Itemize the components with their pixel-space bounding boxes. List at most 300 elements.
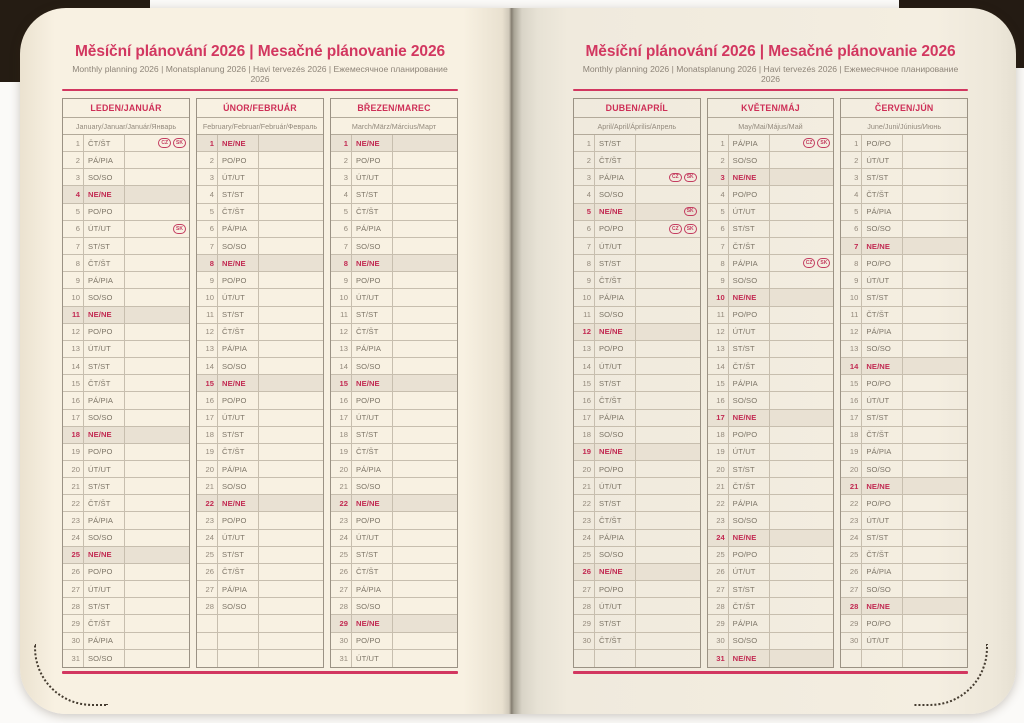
- day-name: ÚT/UT: [84, 221, 125, 237]
- day-name: ST/ST: [862, 410, 903, 426]
- day-number: 10: [63, 289, 84, 305]
- day-name: PO/PO: [218, 512, 259, 528]
- day-name: PO/PO: [729, 307, 770, 323]
- day-number: 14: [841, 358, 862, 374]
- day-number: 19: [708, 444, 729, 460]
- day-number: 7: [63, 238, 84, 254]
- day-row: [63, 169, 189, 186]
- notes-cell: [770, 650, 834, 667]
- notes-cell: [636, 307, 700, 323]
- day-name: ST/ST: [595, 135, 636, 151]
- notes-cell: [903, 495, 967, 511]
- day-number: 24: [574, 530, 595, 546]
- day-number: 5: [63, 204, 84, 220]
- day-number: 10: [331, 289, 352, 305]
- notes-cell: [636, 289, 700, 305]
- day-name: PO/PO: [218, 392, 259, 408]
- day-name: ÚT/UT: [595, 598, 636, 614]
- notes-cell: [770, 358, 834, 374]
- day-row: [574, 324, 700, 341]
- day-name: [218, 650, 259, 667]
- notes-cell: [393, 221, 457, 237]
- day-name: ÚT/UT: [862, 272, 903, 288]
- day-number: 30: [841, 633, 862, 649]
- day-row: [197, 289, 323, 306]
- day-name: PO/PO: [862, 495, 903, 511]
- notes-cell: [903, 375, 967, 391]
- day-name: ÚT/UT: [862, 512, 903, 528]
- day-number: 25: [841, 547, 862, 563]
- day-row: [574, 238, 700, 255]
- day-number: 13: [331, 341, 352, 357]
- notes-cell: [770, 135, 834, 151]
- day-number: 6: [331, 221, 352, 237]
- notes-cell: [393, 633, 457, 649]
- day-name: PÁ/PIA: [218, 461, 259, 477]
- day-name: PÁ/PIA: [862, 444, 903, 460]
- notes-cell: [393, 530, 457, 546]
- empty-row: [197, 615, 323, 632]
- notes-cell: [125, 238, 189, 254]
- notes-cell: [636, 186, 700, 202]
- day-row: [331, 135, 457, 152]
- day-number: 12: [708, 324, 729, 340]
- notes-cell: [636, 461, 700, 477]
- day-row: [197, 307, 323, 324]
- day-name: NE/NE: [729, 530, 770, 546]
- day-number: 22: [574, 495, 595, 511]
- notes-cell: [770, 169, 834, 185]
- day-row: [708, 186, 834, 203]
- day-row: [63, 444, 189, 461]
- day-row: [331, 598, 457, 615]
- notes-cell: [259, 186, 323, 202]
- day-row: [708, 255, 834, 272]
- day-row: [197, 581, 323, 598]
- day-row: [331, 530, 457, 547]
- day-row: [197, 169, 323, 186]
- notes-cell: [125, 598, 189, 614]
- day-number: 7: [197, 238, 218, 254]
- notes-cell: [636, 152, 700, 168]
- day-number: 12: [841, 324, 862, 340]
- day-number: 18: [841, 427, 862, 443]
- day-row: [197, 272, 323, 289]
- day-name: PÁ/PIA: [84, 272, 125, 288]
- day-name: SO/SO: [218, 358, 259, 374]
- notes-cell: [125, 650, 189, 667]
- day-number: 20: [331, 461, 352, 477]
- day-row: [708, 564, 834, 581]
- notes-cell: [125, 410, 189, 426]
- day-number: 29: [331, 615, 352, 631]
- notes-cell: [259, 324, 323, 340]
- day-name: ÚT/UT: [862, 392, 903, 408]
- day-row: [708, 204, 834, 221]
- day-number: 30: [574, 633, 595, 649]
- notes-cell: [770, 272, 834, 288]
- day-row: [841, 169, 967, 186]
- day-row: [63, 307, 189, 324]
- day-row: [331, 341, 457, 358]
- day-number: 11: [197, 307, 218, 323]
- notes-cell: [125, 530, 189, 546]
- day-number: 10: [841, 289, 862, 305]
- day-row: [63, 512, 189, 529]
- day-number: 4: [197, 186, 218, 202]
- day-row: [708, 633, 834, 650]
- day-row: [331, 615, 457, 632]
- day-name: SO/SO: [862, 341, 903, 357]
- day-number: 13: [63, 341, 84, 357]
- notes-cell: [125, 221, 189, 237]
- day-row: [708, 375, 834, 392]
- day-row: [331, 324, 457, 341]
- day-name: PÁ/PIA: [595, 530, 636, 546]
- day-row: [197, 444, 323, 461]
- day-row: [841, 375, 967, 392]
- month-name: KVĚTEN/MÁJ: [708, 99, 834, 118]
- day-name: ČT/ŠT: [862, 427, 903, 443]
- day-number: 17: [197, 410, 218, 426]
- day-name: PÁ/PIA: [862, 564, 903, 580]
- holiday-badge-sk: SK: [817, 138, 830, 148]
- day-row: [63, 221, 189, 238]
- day-name: SO/SO: [862, 461, 903, 477]
- day-name: PO/PO: [352, 152, 393, 168]
- day-number: 16: [331, 392, 352, 408]
- notes-cell: [770, 633, 834, 649]
- day-row: [708, 495, 834, 512]
- day-name: NE/NE: [729, 650, 770, 667]
- notes-cell: [636, 255, 700, 271]
- day-number: 24: [708, 530, 729, 546]
- day-row: [574, 135, 700, 152]
- day-row: [331, 633, 457, 650]
- day-name: SO/SO: [84, 169, 125, 185]
- page-left: [62, 42, 458, 674]
- notes-cell: [636, 478, 700, 494]
- day-name: PÁ/PIA: [218, 581, 259, 597]
- notes-cell: [125, 512, 189, 528]
- day-number: [841, 650, 862, 667]
- day-row: [574, 598, 700, 615]
- day-name: ČT/ŠT: [595, 272, 636, 288]
- day-number: 6: [197, 221, 218, 237]
- day-number: 20: [841, 461, 862, 477]
- day-number: 18: [63, 427, 84, 443]
- day-number: 3: [574, 169, 595, 185]
- notes-cell: [770, 495, 834, 511]
- day-row: [841, 392, 967, 409]
- notes-cell: [393, 392, 457, 408]
- day-name: ST/ST: [595, 375, 636, 391]
- notes-cell: [393, 581, 457, 597]
- day-name: ČT/ŠT: [218, 204, 259, 220]
- day-name: ČT/ŠT: [352, 444, 393, 460]
- day-name: SO/SO: [84, 650, 125, 667]
- day-number: 25: [708, 547, 729, 563]
- notes-cell: [636, 633, 700, 649]
- day-name: ST/ST: [595, 615, 636, 631]
- day-name: PO/PO: [595, 221, 636, 237]
- day-name: NE/NE: [218, 255, 259, 271]
- day-number: 9: [63, 272, 84, 288]
- notes-cell: [903, 478, 967, 494]
- day-row: [841, 324, 967, 341]
- day-number: 7: [841, 238, 862, 254]
- day-number: 14: [574, 358, 595, 374]
- day-name: ČT/ŠT: [729, 478, 770, 494]
- notes-cell: [259, 375, 323, 391]
- notes-cell: [259, 152, 323, 168]
- month-subtitle: February/Februar/Február/Февраль: [197, 118, 323, 135]
- notes-cell: [903, 324, 967, 340]
- day-name: NE/NE: [352, 495, 393, 511]
- day-name: ST/ST: [729, 221, 770, 237]
- day-row: [708, 238, 834, 255]
- month-name: DUBEN/APRÍL: [574, 99, 700, 118]
- day-name: NE/NE: [595, 444, 636, 460]
- title-rule: [62, 89, 458, 91]
- day-number: 7: [574, 238, 595, 254]
- day-row: [574, 392, 700, 409]
- day-number: 1: [841, 135, 862, 151]
- day-number: 28: [197, 598, 218, 614]
- day-name: ST/ST: [595, 495, 636, 511]
- bottom-rule: [573, 671, 968, 674]
- month-subtitle: May/Mai/Május/Май: [708, 118, 834, 135]
- day-row: [331, 410, 457, 427]
- day-number: 15: [331, 375, 352, 391]
- day-name: ST/ST: [352, 427, 393, 443]
- day-row: [331, 272, 457, 289]
- day-name: ČT/ŠT: [84, 495, 125, 511]
- day-number: 27: [197, 581, 218, 597]
- day-name: ČT/ŠT: [84, 375, 125, 391]
- day-row: [197, 495, 323, 512]
- holiday-badge-sk: SK: [173, 138, 186, 148]
- day-row: [841, 204, 967, 221]
- notes-cell: [259, 341, 323, 357]
- notes-cell: [125, 375, 189, 391]
- notes-cell: [636, 238, 700, 254]
- holiday-badge-sk: SK: [684, 224, 697, 234]
- day-number: 18: [574, 427, 595, 443]
- day-number: 4: [63, 186, 84, 202]
- notes-cell: [903, 410, 967, 426]
- notes-cell: [903, 152, 967, 168]
- day-number: 8: [197, 255, 218, 271]
- day-number: 12: [574, 324, 595, 340]
- notes-cell: [770, 512, 834, 528]
- day-row: [841, 152, 967, 169]
- day-name: SO/SO: [729, 272, 770, 288]
- months-row: [573, 98, 968, 668]
- day-row: [708, 478, 834, 495]
- day-number: 19: [331, 444, 352, 460]
- day-number: 22: [708, 495, 729, 511]
- day-name: ČT/ŠT: [729, 238, 770, 254]
- day-row: [197, 186, 323, 203]
- day-row: [708, 341, 834, 358]
- day-number: 27: [331, 581, 352, 597]
- day-name: [595, 650, 636, 667]
- day-row: [331, 186, 457, 203]
- day-number: 7: [331, 238, 352, 254]
- notes-cell: [770, 478, 834, 494]
- day-number: 27: [708, 581, 729, 597]
- day-number: 4: [574, 186, 595, 202]
- day-name: [862, 650, 903, 667]
- holiday-badge-sk: SK: [817, 258, 830, 268]
- day-row: [841, 633, 967, 650]
- month-table: [707, 98, 835, 668]
- day-name: SO/SO: [729, 152, 770, 168]
- day-name: ST/ST: [352, 307, 393, 323]
- day-number: 23: [841, 512, 862, 528]
- day-row: [197, 547, 323, 564]
- day-name: ČT/ŠT: [862, 186, 903, 202]
- notes-cell: [393, 272, 457, 288]
- day-name: NE/NE: [218, 495, 259, 511]
- day-row: [331, 204, 457, 221]
- day-row: [574, 633, 700, 650]
- day-name: ČT/ŠT: [218, 564, 259, 580]
- notes-cell: [259, 289, 323, 305]
- day-row: [331, 427, 457, 444]
- notes-cell: [770, 581, 834, 597]
- day-row: [841, 512, 967, 529]
- notes-cell: [903, 581, 967, 597]
- notes-cell: [636, 581, 700, 597]
- day-number: 25: [63, 547, 84, 563]
- day-number: 6: [574, 221, 595, 237]
- day-name: SO/SO: [595, 307, 636, 323]
- day-name: PÁ/PIA: [729, 135, 770, 151]
- day-number: 23: [574, 512, 595, 528]
- holiday-badge-sk: SK: [173, 224, 186, 234]
- day-name: PO/PO: [862, 255, 903, 271]
- notes-cell: [903, 341, 967, 357]
- day-number: 12: [63, 324, 84, 340]
- day-row: [63, 324, 189, 341]
- day-number: 8: [841, 255, 862, 271]
- holiday-badge-cz: CZ: [158, 138, 171, 148]
- notes-cell: [903, 461, 967, 477]
- notes-cell: [393, 410, 457, 426]
- day-name: NE/NE: [352, 375, 393, 391]
- day-name: ČT/ŠT: [352, 324, 393, 340]
- day-number: 29: [574, 615, 595, 631]
- day-row: [574, 615, 700, 632]
- day-name: ÚT/UT: [218, 530, 259, 546]
- notes-cell: [636, 495, 700, 511]
- day-name: ČT/ŠT: [862, 307, 903, 323]
- notes-cell: [393, 547, 457, 563]
- day-row: [63, 478, 189, 495]
- day-name: SO/SO: [862, 221, 903, 237]
- day-name: NE/NE: [862, 238, 903, 254]
- day-number: 6: [841, 221, 862, 237]
- notes-cell: [770, 461, 834, 477]
- day-number: 4: [708, 186, 729, 202]
- holiday-badge-cz: CZ: [669, 173, 682, 183]
- empty-row: [841, 650, 967, 667]
- day-number: 26: [331, 564, 352, 580]
- notes-cell: [770, 341, 834, 357]
- day-name: SO/SO: [729, 512, 770, 528]
- day-name: PO/PO: [862, 615, 903, 631]
- day-name: SO/SO: [352, 598, 393, 614]
- day-row: [574, 530, 700, 547]
- notes-cell: [903, 427, 967, 443]
- day-row: [574, 547, 700, 564]
- day-name: ČT/ŠT: [729, 598, 770, 614]
- notes-cell: [125, 461, 189, 477]
- notes-cell: [636, 221, 700, 237]
- notes-cell: [393, 238, 457, 254]
- day-row: [197, 221, 323, 238]
- day-row: [63, 392, 189, 409]
- day-number: 16: [63, 392, 84, 408]
- notes-cell: [636, 204, 700, 220]
- day-name: ÚT/UT: [595, 238, 636, 254]
- day-name: ÚT/UT: [84, 581, 125, 597]
- empty-row: [197, 650, 323, 667]
- day-name: ST/ST: [729, 581, 770, 597]
- bottom-rule: [62, 671, 458, 674]
- day-name: NE/NE: [84, 186, 125, 202]
- day-name: PÁ/PIA: [729, 495, 770, 511]
- day-row: [63, 410, 189, 427]
- day-number: 19: [63, 444, 84, 460]
- day-row: [331, 289, 457, 306]
- notes-cell: [903, 272, 967, 288]
- notes-cell: [393, 375, 457, 391]
- day-number: 2: [841, 152, 862, 168]
- day-name: ČT/ŠT: [218, 324, 259, 340]
- day-number: 13: [197, 341, 218, 357]
- day-number: 2: [708, 152, 729, 168]
- day-name: SO/SO: [862, 581, 903, 597]
- page-title: Měsíční plánování 2026 | Mesačné plánovanie 2026: [75, 43, 445, 60]
- day-number: 14: [197, 358, 218, 374]
- day-name: NE/NE: [84, 547, 125, 563]
- notes-cell: [393, 478, 457, 494]
- day-row: [197, 135, 323, 152]
- notes-cell: [636, 615, 700, 631]
- day-row: [841, 615, 967, 632]
- notes-cell: [903, 564, 967, 580]
- notes-cell: [393, 186, 457, 202]
- day-number: 29: [708, 615, 729, 631]
- day-number: 8: [574, 255, 595, 271]
- day-number: 11: [331, 307, 352, 323]
- day-row: [708, 512, 834, 529]
- day-number: 22: [197, 495, 218, 511]
- day-name: NE/NE: [352, 255, 393, 271]
- day-number: 17: [708, 410, 729, 426]
- day-number: 24: [63, 530, 84, 546]
- day-row: [63, 633, 189, 650]
- day-number: 4: [841, 186, 862, 202]
- day-number: 8: [708, 255, 729, 271]
- day-name: PO/PO: [218, 152, 259, 168]
- notes-cell: [125, 581, 189, 597]
- notes-cell: [393, 169, 457, 185]
- day-row: [574, 410, 700, 427]
